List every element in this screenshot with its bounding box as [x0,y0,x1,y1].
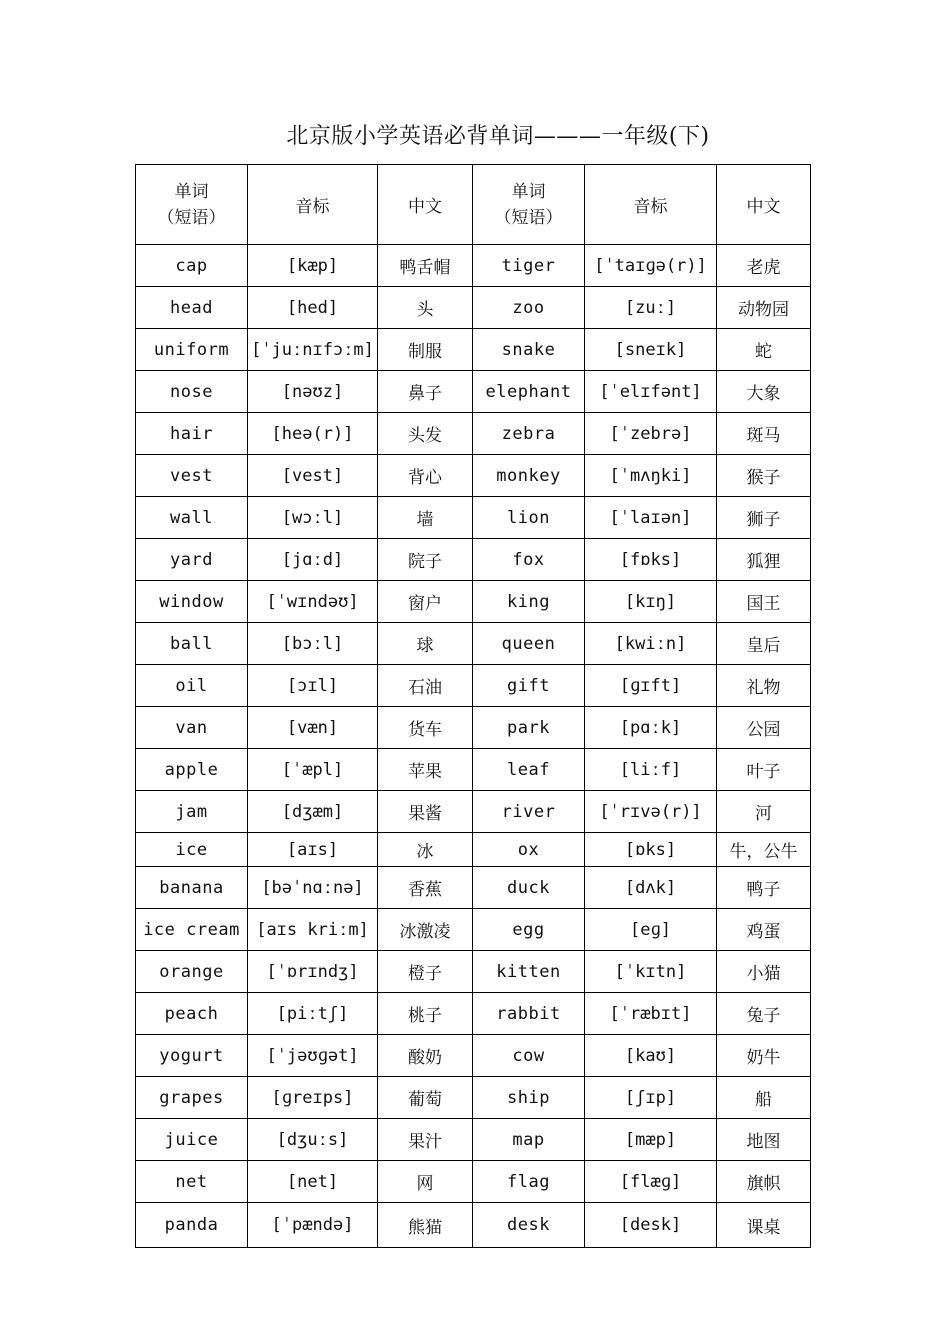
word-cell-left: juice [136,1119,248,1161]
chinese-cell-right: 奶牛 [717,1035,811,1077]
word-cell-right: queen [473,623,585,665]
table-row [136,581,811,623]
word-cell-left: ball [136,623,248,665]
word-cell-right: king [473,581,585,623]
word-cell-left: window [136,581,248,623]
header-phonetic-right: 音标 [585,165,717,245]
word-cell-left: yogurt [136,1035,248,1077]
phonetic-cell-right: [kaʊ] [585,1035,717,1077]
chinese-cell-right: 鸡蛋 [717,909,811,951]
chinese-cell-left: 石油 [378,665,473,707]
chinese-cell-left: 制服 [378,329,473,371]
header-phrase-label: （短语） [494,207,563,228]
word-cell-left: vest [136,455,248,497]
table-row [136,749,811,791]
word-cell-left: panda [136,1203,248,1248]
word-cell-right: rabbit [473,993,585,1035]
chinese-cell-left: 酸奶 [378,1035,473,1077]
word-cell-right: kitten [473,951,585,993]
phonetic-cell-left: [ɡreɪps] [248,1077,378,1119]
word-cell-left: ice cream [136,909,248,951]
vocabulary-table-body [136,245,811,1248]
table-row [136,413,811,455]
chinese-cell-right: 旗帜 [717,1161,811,1203]
phonetic-cell-left: [piːtʃ] [248,993,378,1035]
chinese-cell-left: 球 [378,623,473,665]
table-row [136,909,811,951]
phonetic-cell-left: [hed] [248,287,378,329]
word-cell-left: oil [136,665,248,707]
phonetic-cell-left: [ˈpændə] [248,1203,378,1248]
header-chinese-right: 中文 [717,165,811,245]
word-cell-right: desk [473,1203,585,1248]
table-row [136,665,811,707]
phonetic-cell-right: [kɪŋ] [585,581,717,623]
chinese-cell-right: 猴子 [717,455,811,497]
word-cell-left: hair [136,413,248,455]
word-cell-right: egg [473,909,585,951]
phonetic-cell-left: [net] [248,1161,378,1203]
table-row [136,1161,811,1203]
chinese-cell-right: 国王 [717,581,811,623]
chinese-cell-right: 狮子 [717,497,811,539]
table-row [136,329,811,371]
table-row [136,1203,811,1248]
table-row [136,455,811,497]
phonetic-cell-left: [ɔɪl] [248,665,378,707]
phonetic-cell-left: [væn] [248,707,378,749]
table-row [136,371,811,413]
phonetic-cell-right: [ɒks] [585,833,717,867]
phonetic-cell-left: [ˈɒrɪndʒ] [248,951,378,993]
word-cell-right: monkey [473,455,585,497]
header-chinese-left: 中文 [378,165,473,245]
table-row [136,1035,811,1077]
chinese-cell-right: 鸭子 [717,867,811,909]
table-row [136,791,811,833]
chinese-cell-left: 头发 [378,413,473,455]
phonetic-cell-left: [ˈwɪndəʊ] [248,581,378,623]
word-cell-left: yard [136,539,248,581]
word-cell-left: cap [136,245,248,287]
vocabulary-table [135,164,811,1248]
phonetic-cell-right: [ˈelɪfənt] [585,371,717,413]
phonetic-cell-right: [ˈzebrə] [585,413,717,455]
chinese-cell-right: 小猫 [717,951,811,993]
table-row [136,623,811,665]
word-cell-right: ox [473,833,585,867]
word-cell-right: flag [473,1161,585,1203]
chinese-cell-left: 背心 [378,455,473,497]
phonetic-cell-right: [ˈræbɪt] [585,993,717,1035]
word-cell-right: elephant [473,371,585,413]
phonetic-cell-right: [ˈrɪvə(r)] [585,791,717,833]
phonetic-cell-right: [ˈtaɪɡə(r)] [585,245,717,287]
phonetic-cell-right: [sneɪk] [585,329,717,371]
word-cell-right: lion [473,497,585,539]
phonetic-cell-left: [vest] [248,455,378,497]
chinese-cell-right: 船 [717,1077,811,1119]
phonetic-cell-right: [ʃɪp] [585,1077,717,1119]
chinese-cell-right: 狐狸 [717,539,811,581]
chinese-cell-right: 斑马 [717,413,811,455]
chinese-cell-left: 头 [378,287,473,329]
word-cell-left: wall [136,497,248,539]
chinese-cell-left: 桃子 [378,993,473,1035]
chinese-cell-right: 皇后 [717,623,811,665]
header-phrase-label: （短语） [157,207,226,228]
chinese-cell-left: 院子 [378,539,473,581]
word-cell-left: ice [136,833,248,867]
word-cell-right: zoo [473,287,585,329]
word-cell-right: leaf [473,749,585,791]
chinese-cell-left: 墙 [378,497,473,539]
word-cell-left: net [136,1161,248,1203]
chinese-cell-left: 熊猫 [378,1203,473,1248]
phonetic-cell-left: [dʒæm] [248,791,378,833]
phonetic-cell-right: [eɡ] [585,909,717,951]
table-header-row [136,165,811,245]
chinese-cell-left: 网 [378,1161,473,1203]
table-row [136,951,811,993]
chinese-cell-right: 公园 [717,707,811,749]
table-row [136,707,811,749]
chinese-cell-left: 冰 [378,833,473,867]
header-word-label: 单词 [511,181,546,202]
word-cell-left: van [136,707,248,749]
phonetic-cell-left: [jɑːd] [248,539,378,581]
phonetic-cell-right: [ˈkɪtn] [585,951,717,993]
word-cell-right: map [473,1119,585,1161]
table-row [136,1119,811,1161]
chinese-cell-right: 大象 [717,371,811,413]
phonetic-cell-left: [wɔːl] [248,497,378,539]
phonetic-cell-left: [ˈjuːnɪfɔːm] [248,329,378,371]
phonetic-cell-left: [bɔːl] [248,623,378,665]
phonetic-cell-left: [bəˈnɑːnə] [248,867,378,909]
chinese-cell-left: 果酱 [378,791,473,833]
chinese-cell-right: 叶子 [717,749,811,791]
phonetic-cell-left: [dʒuːs] [248,1119,378,1161]
phonetic-cell-right: [ɡɪft] [585,665,717,707]
chinese-cell-left: 橙子 [378,951,473,993]
phonetic-cell-left: [ˈæpl] [248,749,378,791]
phonetic-cell-right: [ˈlaɪən] [585,497,717,539]
chinese-cell-left: 果汁 [378,1119,473,1161]
phonetic-cell-right: [fɒks] [585,539,717,581]
table-row [136,833,811,867]
phonetic-cell-right: [mæp] [585,1119,717,1161]
chinese-cell-right: 牛，公牛 [717,833,811,867]
chinese-cell-left: 窗户 [378,581,473,623]
chinese-cell-right: 动物园 [717,287,811,329]
word-cell-left: grapes [136,1077,248,1119]
word-cell-left: banana [136,867,248,909]
phonetic-cell-left: [aɪs kriːm] [248,909,378,951]
chinese-cell-right: 地图 [717,1119,811,1161]
phonetic-cell-right: [zuː] [585,287,717,329]
phonetic-cell-right: [pɑːk] [585,707,717,749]
header-phonetic-left: 音标 [248,165,378,245]
word-cell-left: apple [136,749,248,791]
word-cell-right: snake [473,329,585,371]
phonetic-cell-left: [ˈjəʊɡət] [248,1035,378,1077]
chinese-cell-right: 兔子 [717,993,811,1035]
word-cell-left: orange [136,951,248,993]
phonetic-cell-right: [desk] [585,1203,717,1248]
word-cell-right: duck [473,867,585,909]
chinese-cell-right: 课桌 [717,1203,811,1248]
table-row [136,497,811,539]
word-cell-right: tiger [473,245,585,287]
table-row [136,867,811,909]
word-cell-right: cow [473,1035,585,1077]
chinese-cell-left: 葡萄 [378,1077,473,1119]
chinese-cell-left: 冰激凌 [378,909,473,951]
word-cell-left: peach [136,993,248,1035]
chinese-cell-right: 礼物 [717,665,811,707]
header-word-left [136,165,248,245]
chinese-cell-right: 老虎 [717,245,811,287]
phonetic-cell-right: [kwiːn] [585,623,717,665]
phonetic-cell-right: [flæɡ] [585,1161,717,1203]
word-cell-right: fox [473,539,585,581]
phonetic-cell-right: [liːf] [585,749,717,791]
word-cell-right: ship [473,1077,585,1119]
table-row [136,993,811,1035]
phonetic-cell-left: [nəʊz] [248,371,378,413]
word-cell-left: nose [136,371,248,413]
chinese-cell-left: 货车 [378,707,473,749]
chinese-cell-left: 鸭舌帽 [378,245,473,287]
chinese-cell-left: 鼻子 [378,371,473,413]
chinese-cell-right: 河 [717,791,811,833]
phonetic-cell-left: [kæp] [248,245,378,287]
page-title: 北京版小学英语必背单词———一年级(下) [286,124,710,149]
word-cell-right: river [473,791,585,833]
header-word-right [473,165,585,245]
header-word-label: 单词 [174,181,209,202]
word-cell-left: uniform [136,329,248,371]
word-cell-left: jam [136,791,248,833]
table-row [136,1077,811,1119]
table-row [136,287,811,329]
chinese-cell-left: 苹果 [378,749,473,791]
chinese-cell-right: 蛇 [717,329,811,371]
word-cell-left: head [136,287,248,329]
table-row [136,539,811,581]
word-cell-right: zebra [473,413,585,455]
phonetic-cell-right: [ˈmʌŋki] [585,455,717,497]
phonetic-cell-right: [dʌk] [585,867,717,909]
phonetic-cell-left: [aɪs] [248,833,378,867]
word-cell-right: park [473,707,585,749]
table-row [136,245,811,287]
word-cell-right: gift [473,665,585,707]
phonetic-cell-left: [heə(r)] [248,413,378,455]
chinese-cell-left: 香蕉 [378,867,473,909]
